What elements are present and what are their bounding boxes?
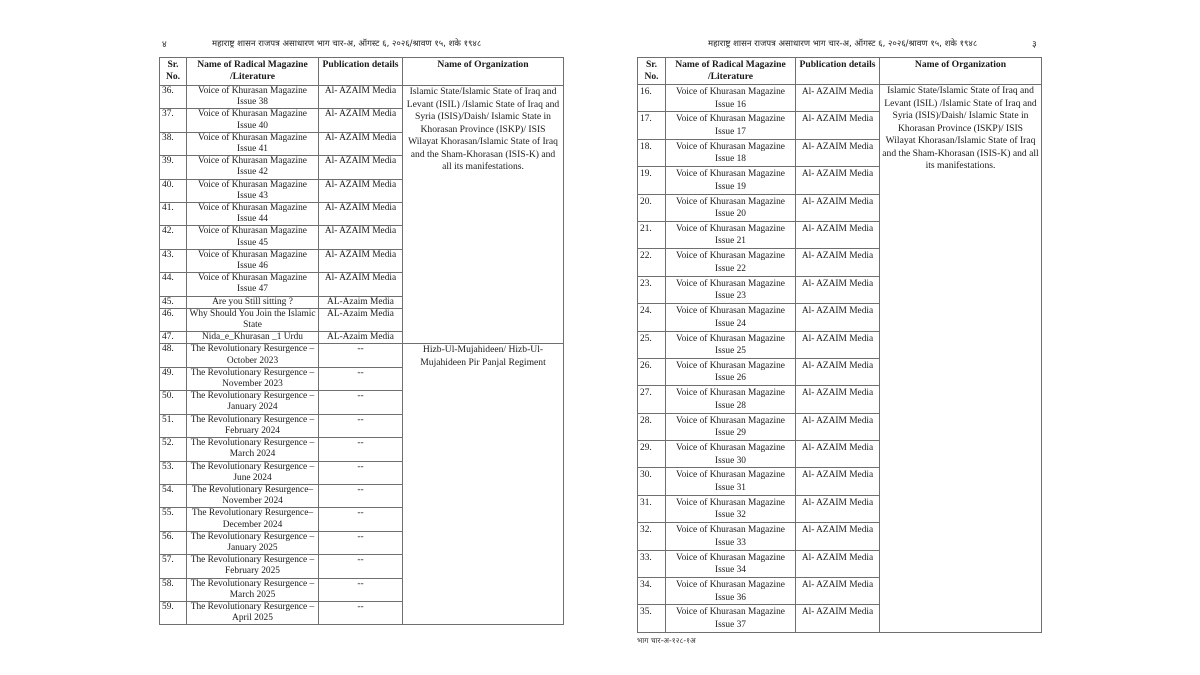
sr-no-cell: 24. — [638, 304, 666, 331]
magazine-name-cell: The Revolutionary Resurgence – April 2025 — [187, 601, 319, 624]
sr-no-cell: 25. — [638, 331, 666, 358]
magazine-name-cell: Voice of Khurasan Magazine Issue 25 — [666, 331, 796, 358]
header-publication-details: Publication details — [319, 58, 403, 86]
header-sr-no: Sr. No. — [638, 58, 666, 85]
sr-no-cell: 33. — [638, 550, 666, 577]
header-organization: Name of Organization — [403, 58, 564, 86]
magazine-name-cell: Voice of Khurasan Magazine Issue 37 — [666, 605, 796, 632]
table-body — [638, 85, 1042, 633]
sr-no-cell: 50. — [160, 391, 187, 414]
magazine-name-cell: The Revolutionary Resurgence–December 2024 — [187, 508, 319, 531]
header-publication-details: Publication details — [796, 58, 880, 85]
magazine-name-cell: The Revolutionary Resurgence – February 2024 — [187, 414, 319, 437]
publication-cell: Al- AZAIM Media — [796, 358, 880, 385]
magazine-name-cell: The Revolutionary Resurgence – March 2024 — [187, 438, 319, 461]
magazine-table-left — [159, 57, 564, 625]
footer-code: भाग चार-अ-१२८-१अ — [637, 636, 696, 645]
sr-no-cell: 28. — [638, 413, 666, 440]
magazine-name-cell: The Revolutionary Resurgence–November 2024 — [187, 484, 319, 507]
publication-cell: Al- AZAIM Media — [319, 132, 403, 155]
publication-cell: -- — [319, 461, 403, 484]
header-organization: Name of Organization — [880, 58, 1042, 85]
publication-cell: -- — [319, 531, 403, 554]
sr-no-cell: 52. — [160, 438, 187, 461]
page-number: ४ — [162, 40, 167, 50]
sr-no-cell: 48. — [160, 344, 187, 367]
magazine-name-cell: Voice of Khurasan Magazine Issue 28 — [666, 386, 796, 413]
magazine-name-cell: Voice of Khurasan Magazine Issue 26 — [666, 358, 796, 385]
sr-no-cell: 40. — [160, 179, 187, 202]
publication-cell: -- — [319, 578, 403, 601]
publication-cell: Al- AZAIM Media — [796, 331, 880, 358]
sr-no-cell: 59. — [160, 601, 187, 624]
sr-no-cell: 17. — [638, 112, 666, 139]
magazine-name-cell: Voice of Khurasan Magazine Issue 44 — [187, 203, 319, 226]
magazine-name-cell: Voice of Khurasan Magazine Issue 16 — [666, 85, 796, 112]
table-header-row — [160, 58, 564, 86]
publication-cell: -- — [319, 555, 403, 578]
sr-no-cell: 41. — [160, 203, 187, 226]
magazine-name-cell: Voice of Khurasan Magazine Issue 17 — [666, 112, 796, 139]
publication-cell: Al- AZAIM Media — [796, 167, 880, 194]
header-magazine-name: Name of Radical Magazine /Literature — [187, 58, 319, 86]
sr-no-cell: 21. — [638, 221, 666, 248]
publication-cell: -- — [319, 367, 403, 390]
organization-cell: Islamic State/Islamic State of Iraq and Levant (ISIL) /Islamic State of Iraq and Syria (ISIS)/Daish/ Islamic State in Khorasan Province (ISKP)/ ISIS Wilayat Khorasan/Islamic State of Iraq and the Sham-Khorasan (ISIS-K) and all its manifestations. — [403, 86, 564, 344]
magazine-name-cell: Voice of Khurasan Magazine Issue 47 — [187, 273, 319, 296]
running-head: महाराष्ट्र शासन राजपत्र असाधारण भाग चार-अ, ऑगस्ट ६, २०२६/श्रावण १५, शके १९४८ — [212, 39, 482, 49]
organization-cell: Hizb-Ul-Mujahideen/ Hizb-Ul-Mujahideen Pir Panjal Regiment — [403, 344, 564, 625]
sr-no-cell: 57. — [160, 555, 187, 578]
magazine-name-cell: Voice of Khurasan Magazine Issue 41 — [187, 132, 319, 155]
sr-no-cell: 35. — [638, 605, 666, 632]
sr-no-cell: 43. — [160, 249, 187, 272]
publication-cell: Al- AZAIM Media — [796, 605, 880, 632]
sr-no-cell: 19. — [638, 167, 666, 194]
publication-cell: AL-Azaim Media — [319, 296, 403, 308]
table-row — [638, 85, 1042, 112]
table-row — [160, 86, 564, 109]
page-number: ३ — [1032, 40, 1037, 50]
publication-cell: AL-Azaim Media — [319, 332, 403, 344]
magazine-name-cell: The Revolutionary Resurgence – January 2024 — [187, 391, 319, 414]
magazine-name-cell: Voice of Khurasan Magazine Issue 29 — [666, 413, 796, 440]
publication-cell: Al- AZAIM Media — [796, 550, 880, 577]
sr-no-cell: 47. — [160, 332, 187, 344]
magazine-name-cell: Voice of Khurasan Magazine Issue 20 — [666, 194, 796, 221]
magazine-name-cell: The Revolutionary Resurgence – January 2025 — [187, 531, 319, 554]
sr-no-cell: 46. — [160, 308, 187, 331]
sr-no-cell: 42. — [160, 226, 187, 249]
publication-cell: Al- AZAIM Media — [796, 578, 880, 605]
magazine-name-cell: Nida_e_Khurasan _1 Urdu — [187, 332, 319, 344]
publication-cell: Al- AZAIM Media — [319, 203, 403, 226]
magazine-name-cell: Voice of Khurasan Magazine Issue 45 — [187, 226, 319, 249]
sr-no-cell: 29. — [638, 441, 666, 468]
sr-no-cell: 32. — [638, 523, 666, 550]
publication-cell: Al- AZAIM Media — [796, 139, 880, 166]
magazine-name-cell: Voice of Khurasan Magazine Issue 19 — [666, 167, 796, 194]
magazine-name-cell: Voice of Khurasan Magazine Issue 33 — [666, 523, 796, 550]
publication-cell: Al- AZAIM Media — [319, 156, 403, 179]
sr-no-cell: 27. — [638, 386, 666, 413]
magazine-name-cell: Voice of Khurasan Magazine Issue 31 — [666, 468, 796, 495]
sr-no-cell: 26. — [638, 358, 666, 385]
header-magazine-name: Name of Radical Magazine /Literature — [666, 58, 796, 85]
magazine-name-cell: Are you Still sitting ? — [187, 296, 319, 308]
publication-cell: Al- AZAIM Media — [796, 495, 880, 522]
publication-cell: Al- AZAIM Media — [796, 304, 880, 331]
publication-cell: Al- AZAIM Media — [796, 85, 880, 112]
sr-no-cell: 31. — [638, 495, 666, 522]
publication-cell: -- — [319, 601, 403, 624]
magazine-name-cell: Voice of Khurasan Magazine Issue 22 — [666, 249, 796, 276]
sr-no-cell: 44. — [160, 273, 187, 296]
publication-cell: Al- AZAIM Media — [319, 226, 403, 249]
publication-cell: Al- AZAIM Media — [796, 112, 880, 139]
publication-cell: -- — [319, 438, 403, 461]
publication-cell: Al- AZAIM Media — [319, 86, 403, 109]
magazine-name-cell: Voice of Khurasan Magazine Issue 24 — [666, 304, 796, 331]
publication-cell: Al- AZAIM Media — [319, 273, 403, 296]
publication-cell: -- — [319, 508, 403, 531]
publication-cell: Al- AZAIM Media — [796, 194, 880, 221]
sr-no-cell: 45. — [160, 296, 187, 308]
magazine-name-cell: Voice of Khurasan Magazine Issue 21 — [666, 221, 796, 248]
publication-cell: Al- AZAIM Media — [796, 276, 880, 303]
sr-no-cell: 22. — [638, 249, 666, 276]
publication-cell: AL-Azaim Media — [319, 308, 403, 331]
sr-no-cell: 51. — [160, 414, 187, 437]
table-row — [160, 344, 564, 367]
magazine-table-right — [637, 57, 1042, 633]
publication-cell: Al- AZAIM Media — [796, 413, 880, 440]
magazine-name-cell: Voice of Khurasan Magazine Issue 34 — [666, 550, 796, 577]
magazine-name-cell: The Revolutionary Resurgence – February 2025 — [187, 555, 319, 578]
publication-cell: Al- AZAIM Media — [319, 249, 403, 272]
sr-no-cell: 39. — [160, 156, 187, 179]
magazine-name-cell: Voice of Khurasan Magazine Issue 40 — [187, 109, 319, 132]
header-sr-no: Sr. No. — [160, 58, 187, 86]
sr-no-cell: 38. — [160, 132, 187, 155]
publication-cell: Al- AZAIM Media — [796, 221, 880, 248]
magazine-name-cell: Voice of Khurasan Magazine Issue 23 — [666, 276, 796, 303]
publication-cell: Al- AZAIM Media — [319, 179, 403, 202]
sr-no-cell: 30. — [638, 468, 666, 495]
sr-no-cell: 53. — [160, 461, 187, 484]
magazine-name-cell: The Revolutionary Resurgence – October 2023 — [187, 344, 319, 367]
magazine-name-cell: Voice of Khurasan Magazine Issue 46 — [187, 249, 319, 272]
sr-no-cell: 55. — [160, 508, 187, 531]
sr-no-cell: 20. — [638, 194, 666, 221]
publication-cell: Al- AZAIM Media — [796, 386, 880, 413]
sr-no-cell: 54. — [160, 484, 187, 507]
sr-no-cell: 37. — [160, 109, 187, 132]
publication-cell: -- — [319, 344, 403, 367]
publication-cell: Al- AZAIM Media — [796, 468, 880, 495]
publication-cell: Al- AZAIM Media — [796, 523, 880, 550]
sr-no-cell: 16. — [638, 85, 666, 112]
publication-cell: Al- AZAIM Media — [319, 109, 403, 132]
publication-cell: -- — [319, 414, 403, 437]
publication-cell: Al- AZAIM Media — [796, 249, 880, 276]
sr-no-cell: 49. — [160, 367, 187, 390]
magazine-name-cell: Voice of Khurasan Magazine Issue 30 — [666, 441, 796, 468]
magazine-name-cell: Voice of Khurasan Magazine Issue 42 — [187, 156, 319, 179]
magazine-name-cell: The Revolutionary Resurgence – June 2024 — [187, 461, 319, 484]
sr-no-cell: 23. — [638, 276, 666, 303]
table-header-row — [638, 58, 1042, 85]
magazine-name-cell: The Revolutionary Resurgence – November 2023 — [187, 367, 319, 390]
sr-no-cell: 56. — [160, 531, 187, 554]
publication-cell: Al- AZAIM Media — [796, 441, 880, 468]
sr-no-cell: 36. — [160, 86, 187, 109]
organization-cell: Islamic State/Islamic State of Iraq and Levant (ISIL) /Islamic State of Iraq and Syria (ISIS)/Daish/ Islamic State in Khorasan Province (ISKP)/ ISIS Wilayat Khorasan/Islamic State of Iraq and the Sham-Khorasan (ISIS-K) and all its manifestations. — [880, 85, 1042, 633]
magazine-name-cell: Why Should You Join the Islamic State — [187, 308, 319, 331]
sr-no-cell: 18. — [638, 139, 666, 166]
sr-no-cell: 34. — [638, 578, 666, 605]
sr-no-cell: 58. — [160, 578, 187, 601]
running-head: महाराष्ट्र शासन राजपत्र असाधारण भाग चार-अ, ऑगस्ट ६, २०२६/श्रावण १५, शके १९४८ — [708, 39, 978, 49]
publication-cell: -- — [319, 484, 403, 507]
magazine-name-cell: Voice of Khurasan Magazine Issue 38 — [187, 86, 319, 109]
magazine-name-cell: Voice of Khurasan Magazine Issue 36 — [666, 578, 796, 605]
magazine-name-cell: Voice of Khurasan Magazine Issue 32 — [666, 495, 796, 522]
table-body — [160, 86, 564, 625]
magazine-name-cell: Voice of Khurasan Magazine Issue 18 — [666, 139, 796, 166]
magazine-name-cell: The Revolutionary Resurgence – March 2025 — [187, 578, 319, 601]
magazine-name-cell: Voice of Khurasan Magazine Issue 43 — [187, 179, 319, 202]
publication-cell: -- — [319, 391, 403, 414]
